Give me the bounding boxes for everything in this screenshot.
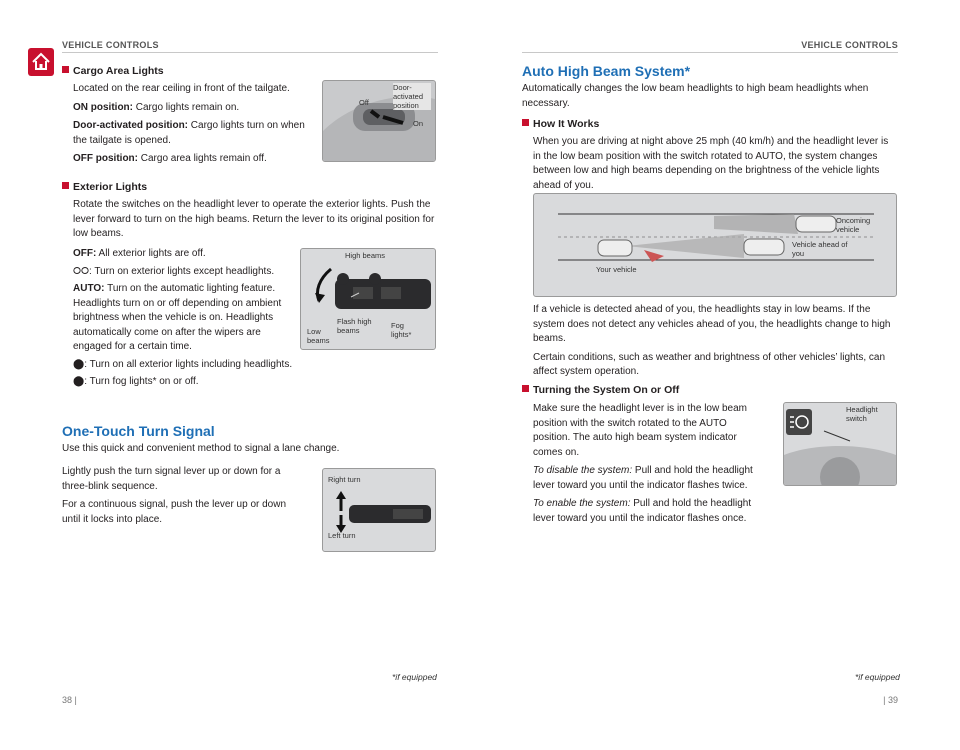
cargo-door-label: Door-activated position	[393, 83, 431, 110]
vehicle-ahead-label: Vehicle ahead of you	[792, 240, 848, 258]
on-off-text: Make sure the headlight lever is in the low beam position with the switch rotated to the AUTO position. The auto high beam system indicator comes on. To disable the system: Pull and hold the headlight lever toward you until the indicator flashes twice. To enable the system: Pull and hold the headlight lever toward you until the indicator flashes once.	[533, 403, 753, 524]
left-turn-label: Left turn	[328, 531, 356, 540]
cargo-light-illustration	[322, 80, 436, 162]
oncoming-vehicle-label: Oncoming vehicle	[836, 216, 871, 234]
how-it-works-detected-text: If a vehicle is detected ahead of you, the headlights stay in low beams. If the system does not detect any vehicles ahead of you, the headlights change to high beams. Certain conditions, such as weather and brightness of other vehicles’ lights, can affect system operation.	[533, 304, 891, 377]
cargo-off-label: Off	[359, 98, 369, 107]
headlight-icon: ⬤	[73, 358, 85, 370]
right-page-header: VEHICLE CONTROLS	[801, 40, 898, 50]
how-it-works-heading: How It Works	[522, 118, 599, 130]
section-marker-icon	[522, 385, 529, 392]
right-turn-label: Right turn	[328, 475, 361, 484]
left-header-rule	[62, 52, 438, 53]
left-page-header: VEHICLE CONTROLS	[62, 40, 159, 50]
exterior-lights-heading: Exterior Lights	[62, 181, 147, 193]
your-vehicle-label: Your vehicle	[596, 265, 637, 274]
turn-signal-intro: Use this quick and convenient method to signal a lane change.	[62, 443, 340, 454]
right-header-rule	[522, 52, 898, 53]
headlight-switch-label: Headlight switch	[846, 405, 878, 423]
flash-high-beams-label: Flash high beams	[337, 317, 372, 335]
how-it-works-text: When you are driving at night above 25 mph (40 km/h) and the headlight lever is in the low beam position with the switch rotated to AUTO, the system changes between low and high beams depending on the brightness of the vehicle lights ahead of you.	[533, 136, 889, 191]
headlight-switch-illustration	[783, 402, 897, 486]
auto-high-beam-heading: Auto High Beam System*	[522, 63, 691, 79]
turn-signal-illustration	[322, 468, 436, 552]
fog-lights-label: Fog lights*	[391, 321, 412, 339]
exterior-lights-intro: Rotate the switches on the headlight lever to operate the exterior lights. Push the lever forward to turn on the high beams. Return the lever to its original position for low beams.	[73, 199, 435, 239]
auto-high-beam-intro: Automatically changes the low beam headlights to high beam headlights when necessary.	[522, 83, 869, 109]
turn-signal-heading: One-Touch Turn Signal	[62, 423, 215, 439]
section-marker-icon	[62, 66, 69, 73]
fog-light-icon: ⬤	[73, 376, 85, 387]
left-page-number: 38 |	[62, 695, 77, 705]
low-beams-label: Low beams	[307, 327, 330, 345]
cargo-lights-text: Located on the rear ceiling in front of the tailgate. ON position: Cargo lights remain on. Door-activated position: Cargo lights turn on when the tailgate is opened. OFF position: Cargo area lights remain off.	[73, 83, 305, 164]
auto-high-beam-illustration	[533, 193, 897, 297]
section-marker-icon	[62, 182, 69, 189]
left-footnote: *if equipped	[392, 672, 437, 682]
cargo-on-label: On	[413, 119, 424, 128]
right-footnote: *if equipped	[855, 672, 900, 682]
turn-signal-text: Lightly push the turn signal lever up or down for a three-blink sequence. For a continuous signal, push the lever up or down until it locks into place.	[62, 466, 287, 525]
section-marker-icon	[522, 119, 529, 126]
home-button[interactable]	[28, 48, 54, 76]
parking-lights-icon: ⭘⭘	[73, 265, 89, 277]
on-off-heading: Turning the System On or Off	[522, 384, 679, 396]
home-icon	[28, 48, 54, 76]
cargo-lights-heading: Cargo Area Lights	[62, 65, 164, 77]
headlight-lever-illustration	[300, 248, 436, 350]
high-beams-label: High beams	[345, 251, 386, 260]
right-page-number: | 39	[883, 695, 898, 705]
exterior-lights-modes: OFF: All exterior lights are off. ⭘⭘: Turn on exterior lights except headlights. AUTO: Turn on the automatic lighting feature. Headlights turn on or off depending on ambient brightness when the vehicle is on. Headlights automatically come on after the wipers are engaged for a certain time. ⬤: Turn on all exterior lights including headlights. ⬤: Turn fog lights* on or off.	[73, 248, 293, 387]
